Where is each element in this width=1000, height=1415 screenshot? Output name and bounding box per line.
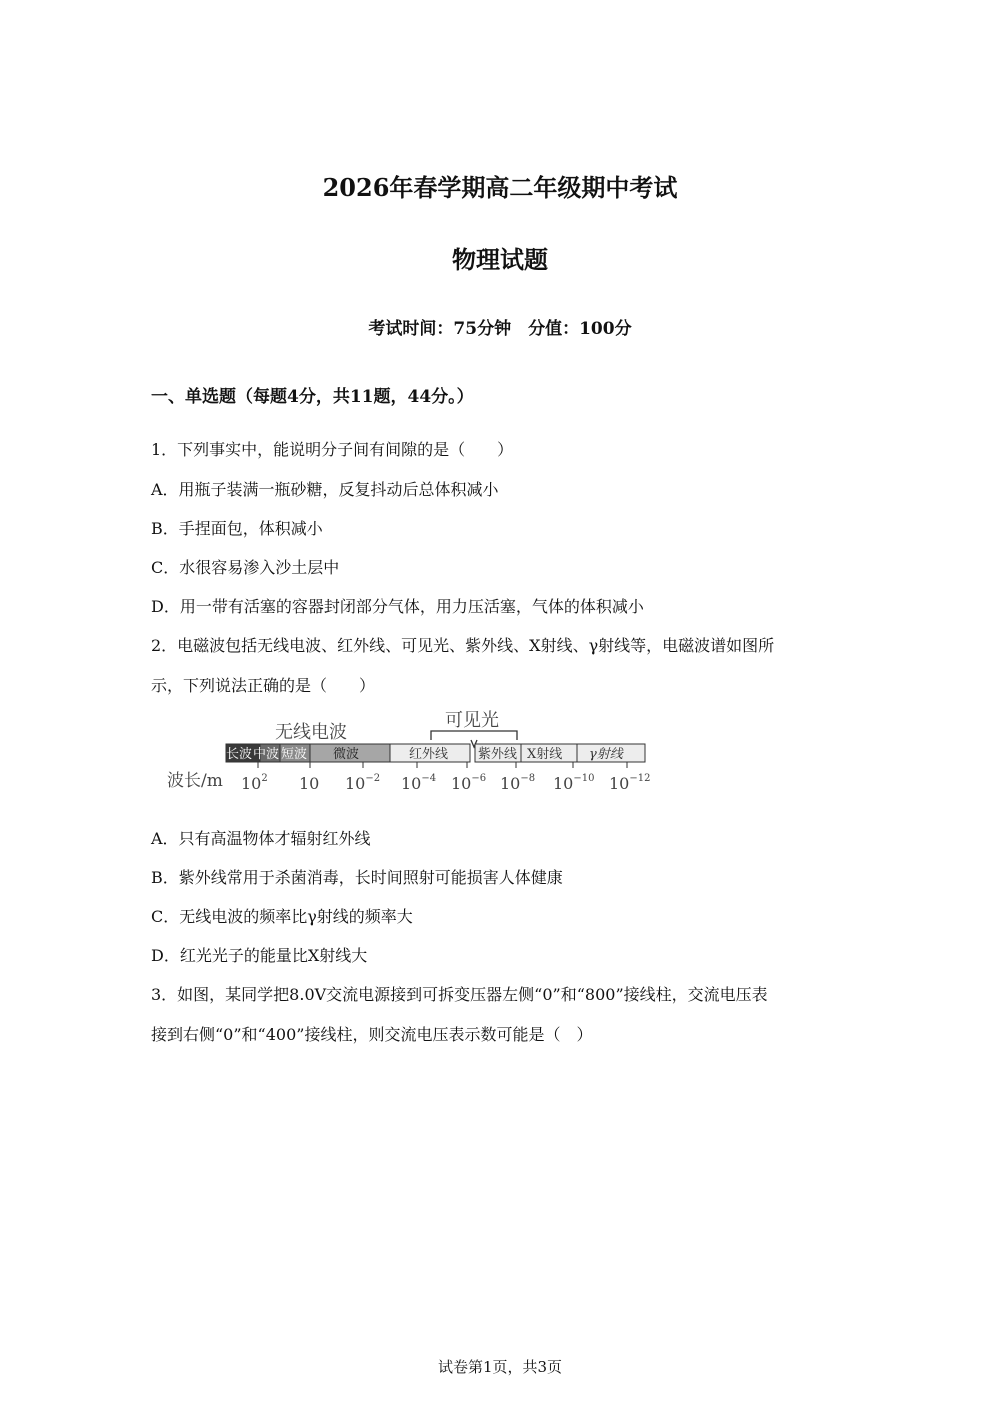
- band-label-micro: 微波: [333, 747, 360, 762]
- q1-option-c: C．水很容易渗入沙土层中: [151, 558, 340, 577]
- q2-stem-line1: 2．电磁波包括无线电波、红外线、可见光、紫外线、X射线、γ射线等，电磁波谱如图所: [151, 636, 775, 655]
- tick-label-5: $10^{-6}$: [451, 773, 487, 793]
- tick-label-3: $10^{-2}$: [345, 773, 381, 793]
- q2-option-d: D．红光光子的能量比X射线大: [151, 946, 368, 965]
- axis-label: 波长/m: [167, 771, 223, 791]
- q2-option-c: C．无线电波的频率比γ射线的频率大: [151, 907, 413, 926]
- group-label-radio: 无线电波: [275, 722, 347, 743]
- q1-option-d: D．用一带有活塞的容器封闭部分气体，用力压活塞，气体的体积减小: [151, 597, 644, 616]
- q2-stem-line2: 示，下列说法正确的是（ ）: [151, 676, 376, 695]
- q2-option-a: A．只有高温物体才辐射红外线: [151, 829, 371, 848]
- axis-ticks: [258, 762, 627, 768]
- tick-label-1: $10^2$: [241, 773, 268, 793]
- q3-stem-line1: 3．如图，某同学把8.0V交流电源接到可拆变压器左侧“0”和“800”接线柱，交流电压表: [151, 985, 768, 1004]
- band-label-short: 短波: [281, 747, 308, 762]
- band-label-infrared: 红外线: [409, 747, 449, 762]
- tick-label-6: $10^{-8}$: [500, 773, 536, 793]
- band-label-gamma: γ射线: [589, 747, 623, 762]
- group-label-visible: 可见光: [445, 710, 499, 731]
- band-label-long: 长波: [226, 747, 253, 762]
- section-heading: 一、单选题（每题4分，共11题，44分。）: [151, 387, 474, 407]
- band-label-xray: X射线: [527, 747, 563, 762]
- q1-stem: 1．下列事实中，能说明分子间有间隙的是（ ）: [151, 440, 514, 459]
- band-label-medium: 中波: [253, 747, 280, 762]
- tick-label-8: $10^{-12}$: [609, 773, 651, 793]
- tick-label-7: $10^{-10}$: [553, 773, 595, 793]
- subject-title: 物理试题: [452, 245, 548, 274]
- tick-label-2: 10: [299, 774, 320, 793]
- tick-label-4: $10^{-4}$: [401, 773, 437, 793]
- em-spectrum-figure: [165, 704, 655, 800]
- exam-title: 2026年春学期高二年级期中考试: [322, 173, 678, 202]
- q2-option-b: B．紫外线常用于杀菌消毒，长时间照射可能损害人体健康: [151, 868, 563, 887]
- visible-bracket: [431, 731, 517, 740]
- q3-stem-line2: 接到右侧“0”和“400”接线柱，则交流电压表示数可能是（ ）: [151, 1025, 593, 1044]
- q1-option-a: A．用瓶子装满一瓶砂糖，反复抖动后总体积减小: [151, 480, 499, 499]
- exam-info: 考试时间：75分钟 分值：100分: [368, 319, 632, 339]
- q1-option-b: B．手捏面包，体积减小: [151, 519, 323, 538]
- page-footer: 试卷第1页，共3页: [437, 1358, 563, 1376]
- band-label-ultraviolet: 紫外线: [478, 747, 518, 762]
